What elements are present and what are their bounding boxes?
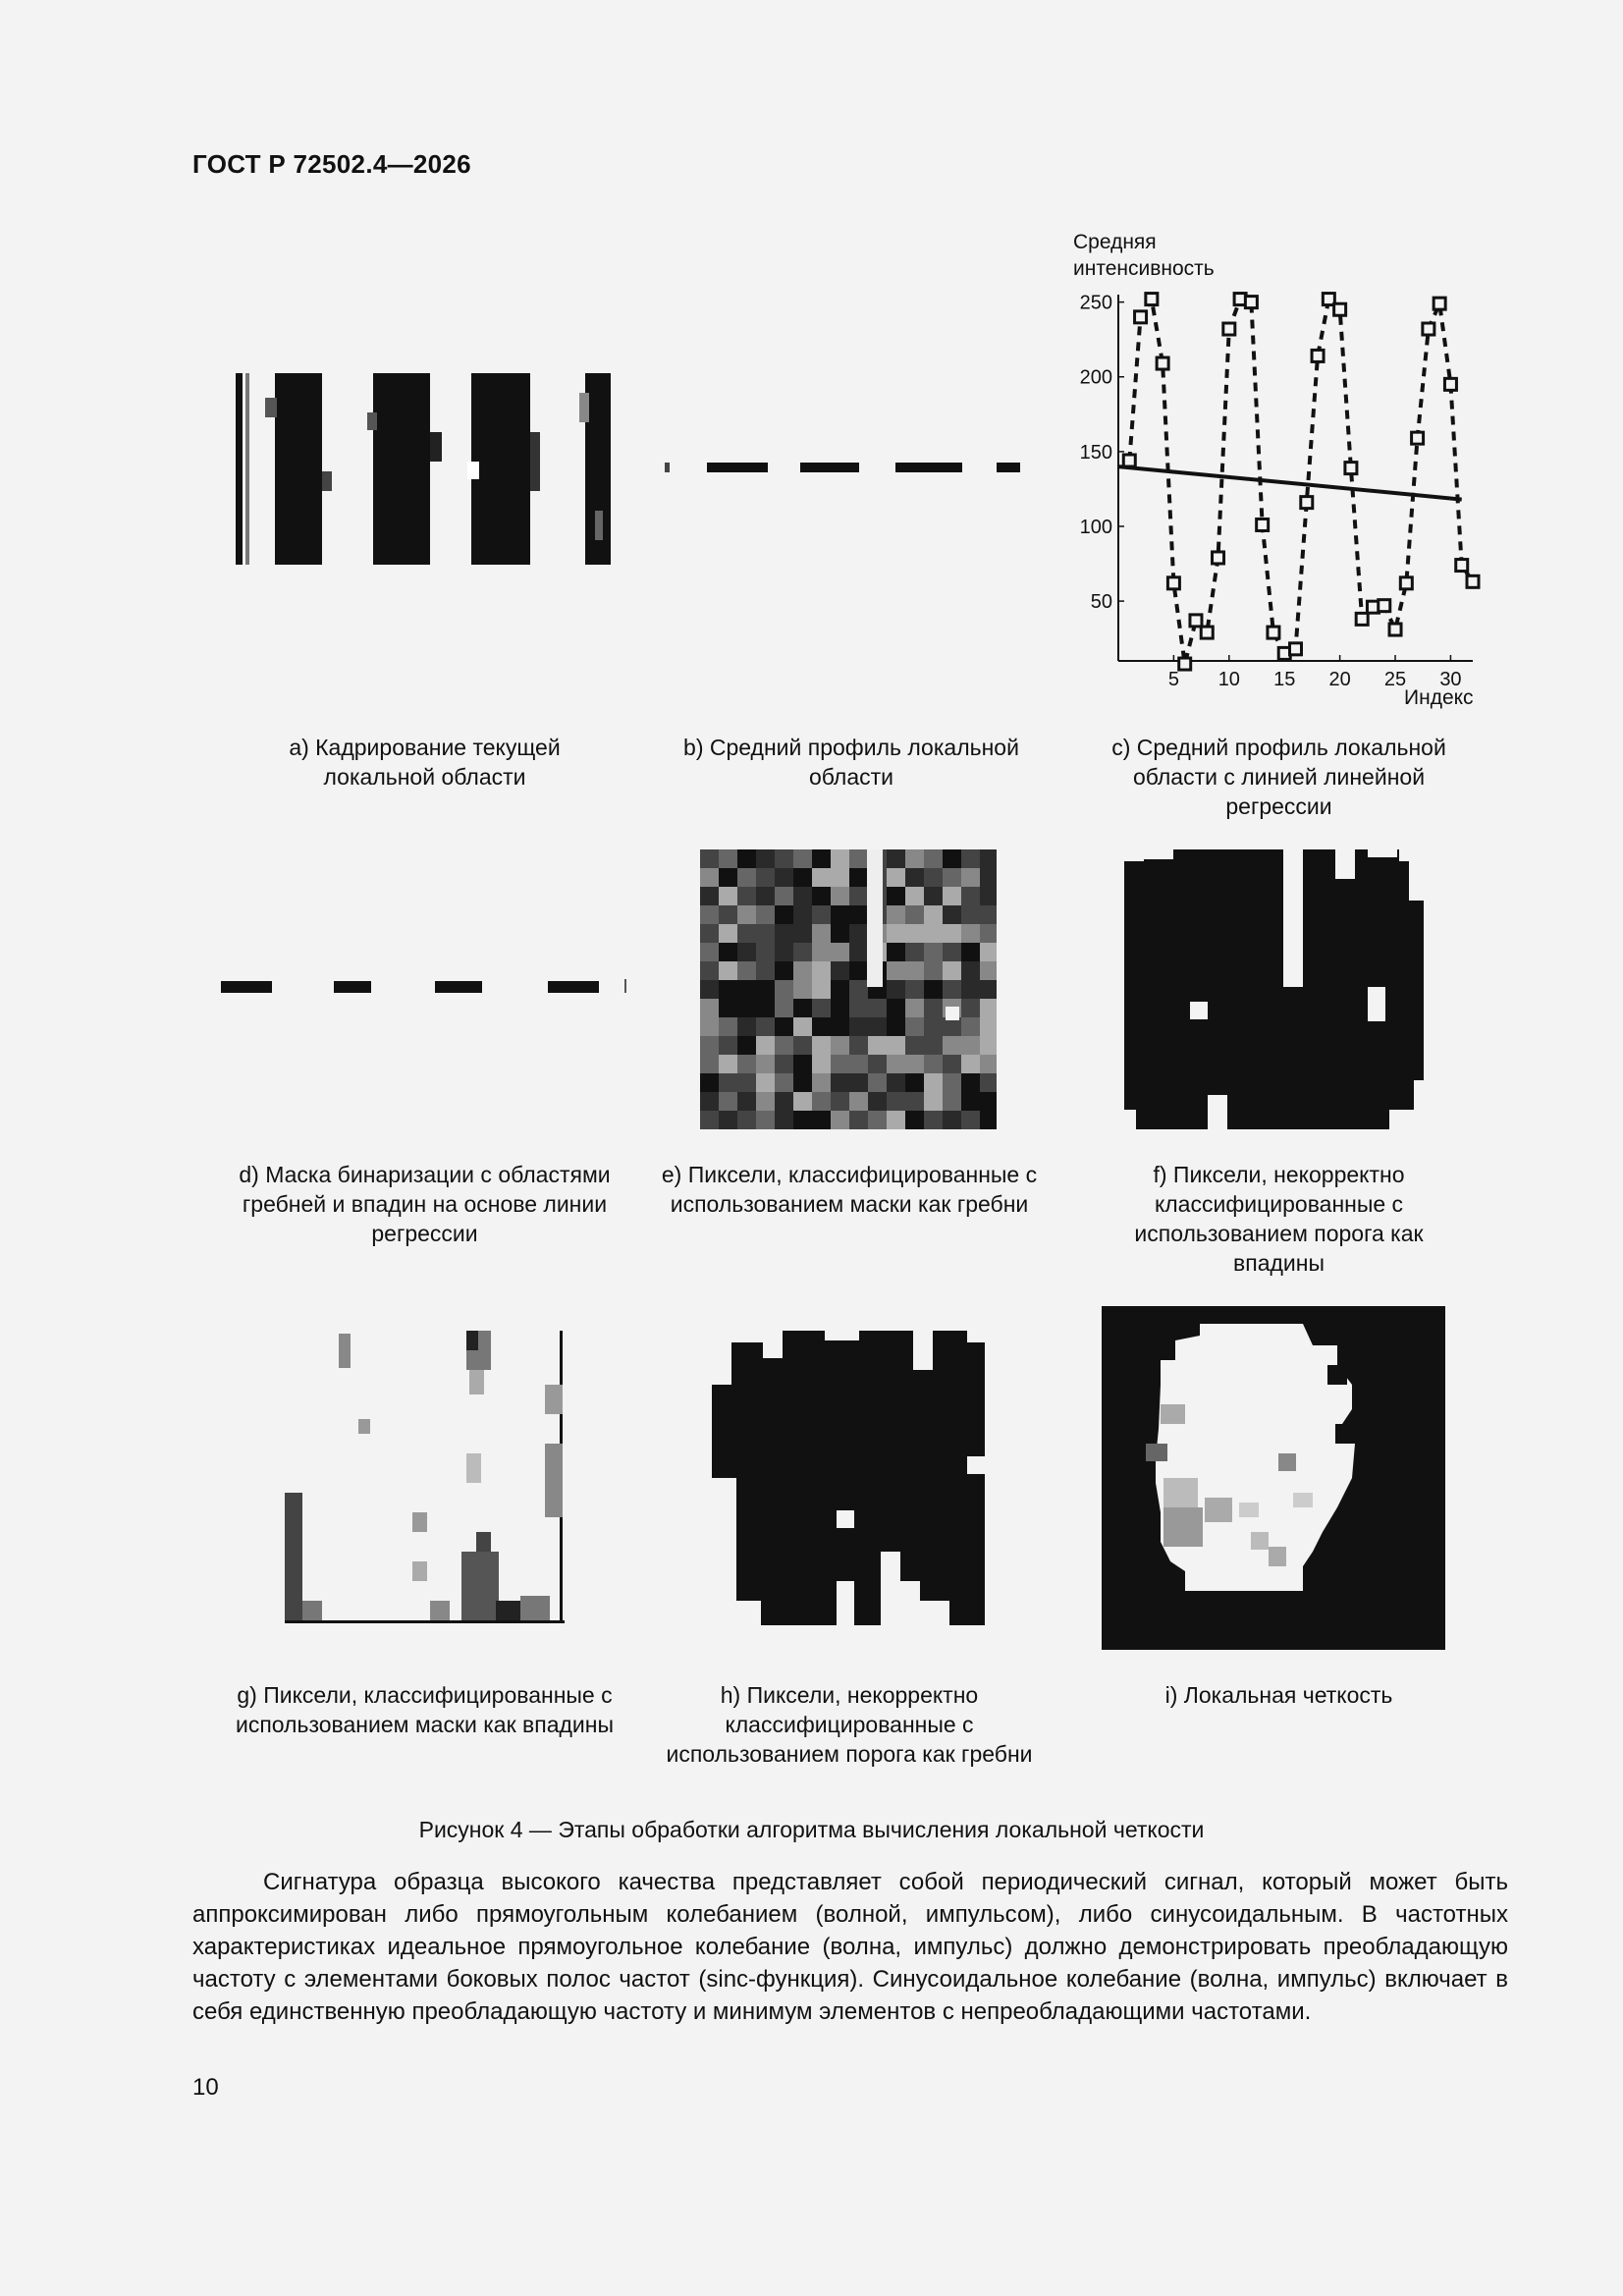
data-point-marker — [1167, 577, 1179, 589]
caption-panel-b: b) Средний профиль локальной области — [683, 735, 1019, 790]
caption-panel-c: c) Средний профиль локальной области с линией линейной регрессии — [1111, 735, 1446, 819]
data-point-marker — [1157, 357, 1168, 369]
data-point-marker — [1423, 323, 1434, 335]
data-point-marker — [1312, 350, 1324, 361]
data-point-marker — [1345, 463, 1357, 474]
panel-e-image — [700, 849, 997, 1129]
data-point-marker — [1201, 627, 1213, 638]
y-tick-label: 50 — [1090, 591, 1112, 614]
data-point-marker — [1190, 615, 1202, 627]
data-point-marker — [1467, 575, 1479, 587]
panel-b-image — [663, 457, 1041, 476]
data-point-marker — [1146, 294, 1158, 305]
data-point-marker — [1223, 323, 1235, 335]
data-point-marker — [1135, 311, 1147, 323]
x-tick-label: 30 — [1439, 669, 1462, 690]
document-header: ГОСТ Р 72502.4—2026 — [192, 149, 471, 179]
data-point-marker — [1301, 497, 1313, 509]
caption-panel-d: d) Маска бинаризации с областями гребней и впадин на основе линии регрессии — [239, 1162, 611, 1246]
y-tick-label: 150 — [1079, 441, 1112, 464]
y-tick-label: 250 — [1079, 292, 1112, 314]
series-profile-line — [1129, 300, 1473, 664]
data-point-marker — [1123, 455, 1135, 466]
data-point-marker — [1290, 643, 1302, 655]
chart-ylabel-line1: Средняя — [1073, 231, 1157, 253]
data-point-marker — [1257, 519, 1269, 530]
data-point-marker — [1268, 627, 1279, 638]
panel-g-image — [285, 1326, 565, 1625]
caption-panel-h: h) Пиксели, некорректно классифицированные с использованием порога как гребни — [666, 1682, 1033, 1767]
x-tick-label: 25 — [1383, 669, 1407, 690]
data-point-marker — [1213, 552, 1224, 564]
y-tick-label: 200 — [1079, 366, 1112, 389]
figure-caption: Рисунок 4 — Этапы обработки алгоритма вычисления локальной четкости — [418, 1817, 1205, 1842]
page-number: 10 — [192, 2074, 219, 2101]
chart-ylabel-line2: интенсивность — [1073, 257, 1215, 280]
panel-h-image — [712, 1331, 985, 1625]
data-point-marker — [1245, 297, 1257, 308]
x-tick-label: 20 — [1328, 669, 1351, 690]
caption-panel-a: а) Кадрирование текущей локальной области — [289, 735, 561, 790]
data-point-marker — [1434, 298, 1445, 309]
x-tick-label: 10 — [1217, 669, 1240, 690]
data-point-marker — [1389, 624, 1401, 635]
caption-panel-i: i) Локальная четкость — [1164, 1682, 1393, 1708]
panel-c-chart — [1065, 221, 1497, 722]
panel-f-image — [1124, 849, 1424, 1129]
data-point-marker — [1400, 577, 1412, 589]
chart-xlabel: Индекс — [1404, 686, 1474, 709]
x-tick-label: 15 — [1273, 669, 1296, 690]
panel-d-image — [221, 977, 628, 997]
data-point-marker — [1379, 600, 1390, 612]
panel-i-image — [1102, 1306, 1445, 1650]
caption-panel-f: f) Пиксели, некорректно классифицированные с использованием порога как впадины — [1134, 1162, 1424, 1276]
body-paragraph: Сигнатура образца высокого качества представляет собой периодический сигнал, который может быть аппроксимирован либо прямоугольным колебанием (волной, импульсом), либо синусоидальным. В частотных характеристиках идеальное прямоугольное колебание (волна, импульс) должно демонстрировать преобладающую частоту с элементами боковых полос частот (sinc-функция). Синусоидальное колебание (волна, импульс) включает в себя единственную преобладающую частоту и минимум элементов с непреобладающими частотами. — [192, 1869, 1508, 2025]
data-point-marker — [1456, 560, 1468, 572]
y-tick-label: 100 — [1079, 516, 1112, 538]
panel-a-image — [236, 373, 615, 565]
data-point-marker — [1444, 378, 1456, 390]
data-point-marker — [1356, 613, 1368, 625]
data-point-marker — [1412, 432, 1424, 444]
caption-panel-g: g) Пиксели, классифицированные с использованием маски как впадины — [235, 1682, 615, 1737]
data-point-marker — [1179, 658, 1191, 670]
caption-panel-e: e) Пиксели, классифицированные с использованием маски как гребни — [661, 1162, 1038, 1217]
data-point-marker — [1334, 303, 1346, 315]
x-tick-label: 5 — [1167, 669, 1179, 690]
